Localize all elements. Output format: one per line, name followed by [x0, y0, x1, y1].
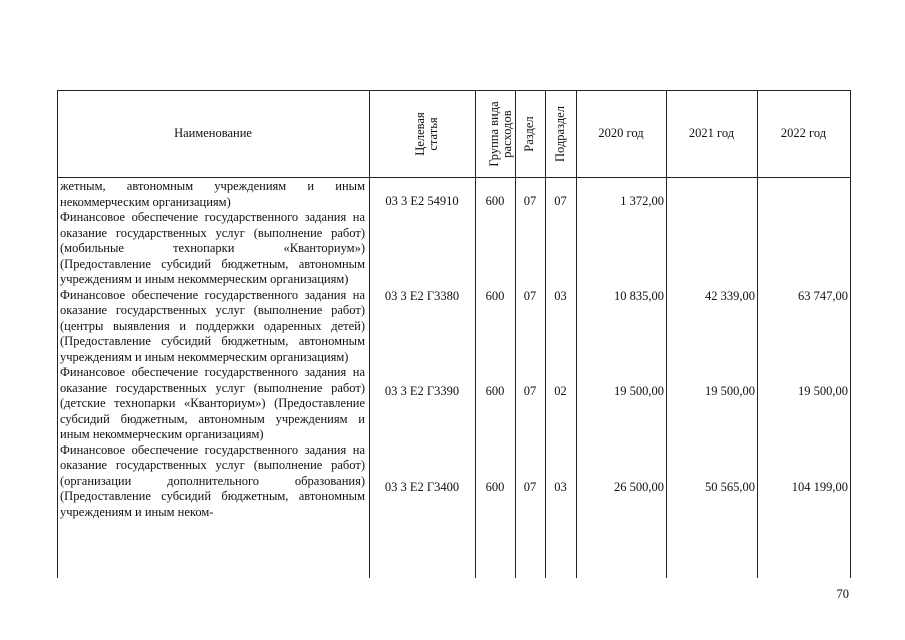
header-section: Раздел [522, 116, 536, 152]
row-section: 07 [523, 194, 537, 208]
row-section: 07 [523, 289, 537, 303]
name-segment: Финансовое обеспечение государственного задания на оказание государственных услуг (выполнение работ) (организации дополнительного образования) (Предоставление субсидий бюджетным, автономным учреждениям и иным неком- [60, 442, 365, 519]
row-target: 03 3 Е2 Г3400 [384, 480, 460, 494]
row-target: 03 3 Е2 54910 [385, 194, 459, 208]
name-segment: Финансовое обеспечение государственного задания на оказание государственных услуг (выполнение работ) (детские технопарки «Кванториум») (Предоставление субсидий бюджетным, автономным учреждениям и иным некоммерческим организациям) [60, 365, 365, 441]
name-segment: Финансовое обеспечение государственного задания на оказание государственных услуг (выполнение работ) (центры выявления и поддержки одаренных детей) (Предоставление субсидий бюджетным, автономным учреждениям и иным некоммерческим организациям) [60, 287, 365, 364]
row-group: 600 [485, 194, 505, 208]
row-2022: 104 199,00 [791, 480, 848, 494]
row-2022: 19 500,00 [798, 384, 848, 398]
row-section: 07 [523, 384, 537, 398]
row-subsection: 03 [554, 289, 567, 303]
header-2020: 2020 год [598, 126, 644, 140]
budget-table [57, 90, 851, 578]
name-segment: жетным, автономным учреждениям и иным некоммерческим организациям) [60, 179, 365, 209]
column-divider [369, 90, 370, 578]
header-2022: 2022 год [780, 126, 827, 140]
row-group: 600 [485, 384, 505, 398]
header-2021: 2021 год [688, 126, 735, 140]
row-subsection: 03 [554, 480, 567, 494]
column-divider [545, 90, 546, 578]
row-2021: 42 339,00 [705, 289, 755, 303]
row-2020: 26 500,00 [614, 480, 664, 494]
header-target [413, 99, 440, 169]
column-divider [515, 90, 516, 578]
row-2021: 19 500,00 [705, 384, 755, 398]
row-2021: 50 565,00 [705, 480, 755, 494]
row-section: 07 [523, 480, 537, 494]
row-group: 600 [485, 289, 505, 303]
row-subsection: 07 [554, 194, 567, 208]
row-target: 03 3 Е2 Г3390 [384, 384, 460, 398]
name-column [60, 179, 365, 520]
row-2020: 19 500,00 [614, 384, 664, 398]
row-2022: 63 747,00 [798, 289, 848, 303]
row-target: 03 3 Е2 Г3380 [384, 289, 460, 303]
header-subsection: Подраздел [553, 106, 567, 162]
header-target-text: Целевая статья [413, 112, 440, 156]
column-divider [850, 90, 851, 578]
header-group-text: Группа вида расходов [487, 101, 514, 167]
page-number: 70 [836, 587, 849, 601]
header-name: Наименование [174, 126, 252, 140]
row-2020: 10 835,00 [614, 289, 664, 303]
header-group [487, 94, 514, 174]
column-divider [475, 90, 476, 578]
row-subsection: 02 [554, 384, 567, 398]
row-group: 600 [485, 480, 505, 494]
header-bottom-border [57, 177, 851, 178]
name-segment: Финансовое обеспечение государственного задания на оказание государственных услуг (выполнение работ) (мобильные технопарки «Кванториум») (Предоставление субсидий бюджетным, автономным учреждениям и иным некоммерческим организациям) [60, 210, 365, 286]
row-2020: 1 372,00 [620, 194, 664, 208]
